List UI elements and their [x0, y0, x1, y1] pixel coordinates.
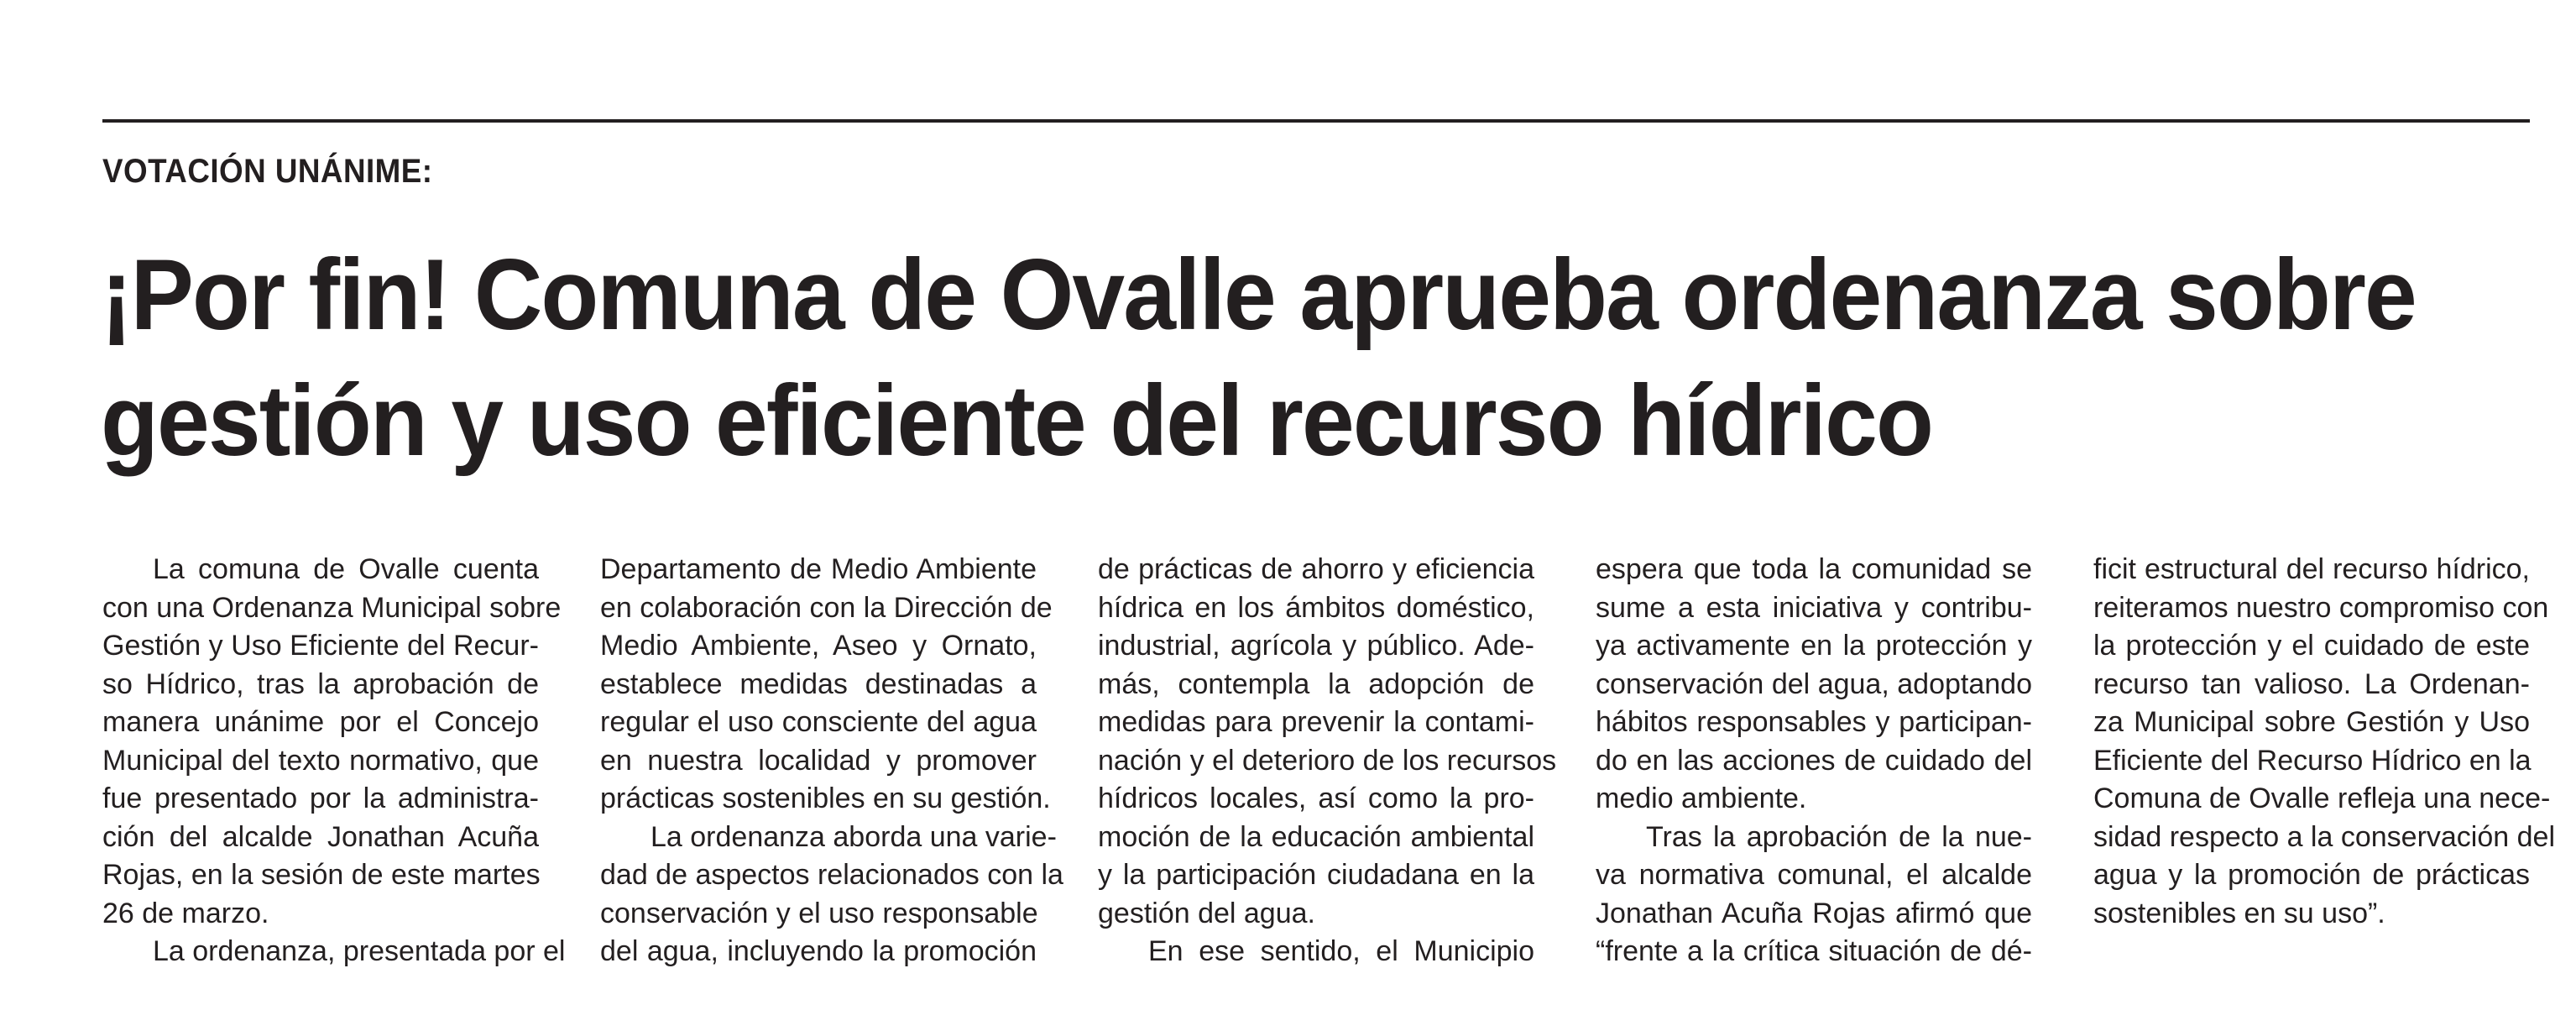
- article-text-line: medio ambiente.: [1596, 782, 1807, 814]
- article-text-line: Tras la aprobación de la nue-: [1646, 820, 2032, 853]
- article-column-2: [600, 551, 1063, 971]
- article-text-line: industrial, agrícola y público. Ade-: [1098, 630, 1534, 662]
- article-text-line: Medio Ambiente, Aseo y Ornato,: [600, 630, 1037, 662]
- article-text-line: sidad respecto a la conservación del: [2093, 820, 2555, 853]
- article-text-line: en colaboración con la Dirección de: [600, 591, 1053, 624]
- article-text-line: za Municipal sobre Gestión y Uso: [2093, 706, 2530, 738]
- article-text-line: sume a esta iniciativa y contribu-: [1596, 591, 2032, 624]
- article-text-line: ficit estructural del recurso hídrico,: [2093, 553, 2530, 585]
- article-text-line: Eficiente del Recurso Hídrico en la: [2093, 744, 2532, 777]
- article-text-line: conservación y el uso responsable: [600, 897, 1038, 929]
- article-column-5: [2093, 551, 2555, 933]
- article-text-line: va normativa comunal, el alcalde: [1596, 859, 2032, 891]
- article-text-line: moción de la educación ambiental: [1098, 820, 1534, 853]
- article-text-line: medidas para prevenir la contami-: [1098, 706, 1534, 738]
- article-text-line: La ordenanza aborda una varie-: [651, 820, 1057, 853]
- article-column-4: [1596, 551, 2032, 971]
- article-text-line: La ordenanza, presentada por el: [153, 935, 566, 967]
- article-text-line: y la participación ciudadana en la: [1098, 859, 1534, 891]
- article-headline: [101, 232, 2535, 484]
- article-text-line: dad de aspectos relacionados con la: [600, 859, 1063, 891]
- article-text-line: manera unánime por el Concejo: [102, 706, 539, 738]
- article-text-line: Comuna de Ovalle refleja una nece-: [2093, 782, 2551, 814]
- article-text-line: con una Ordenanza Municipal sobre: [102, 591, 562, 624]
- article-text-line: nación y el deterioro de los recursos: [1098, 744, 1557, 777]
- article-text-line: hábitos responsables y participan-: [1596, 706, 2032, 738]
- article-text-line: más, contempla la adopción de: [1098, 667, 1534, 700]
- article-text-line: fue presentado por la administra-: [102, 782, 539, 814]
- article-text-line: La comuna de Ovalle cuenta: [153, 553, 539, 585]
- article-text-line: regular el uso consciente del agua: [600, 706, 1037, 738]
- article-column-3: [1098, 551, 1557, 971]
- article-text-line: Rojas, en la sesión de este martes: [102, 859, 541, 891]
- article-text-line: En ese sentido, el Municipio: [1148, 935, 1534, 967]
- article-text-line: del agua, incluyendo la promoción: [600, 935, 1037, 967]
- article-text-line: establece medidas destinadas a: [600, 667, 1037, 700]
- article-text-line: gestión del agua.: [1098, 897, 1315, 929]
- article-text-line: Gestión y Uso Eficiente del Recur-: [102, 630, 539, 662]
- article-text-line: 26 de marzo.: [102, 897, 269, 929]
- article-text-line: agua y la promoción de prácticas: [2093, 859, 2530, 891]
- article-kicker: VOTACIÓN UNÁNIME:: [102, 153, 433, 190]
- article-text-line: recurso tan valioso. La Ordenan-: [2093, 667, 2530, 700]
- article-text-line: reiteramos nuestro compromiso con: [2093, 591, 2549, 624]
- article-column-1: [102, 551, 566, 971]
- article-text-line: so Hídrico, tras la aprobación de: [102, 667, 539, 700]
- headline-line-1: ¡Por fin! Comuna de Ovalle aprueba ordenanza sobre: [101, 238, 2416, 351]
- article-text-line: do en las acciones de cuidado del: [1596, 744, 2032, 777]
- article-text-line: sostenibles en su uso”.: [2093, 897, 2385, 929]
- headline-line-2: gestión y uso eficiente del recurso hídrico: [101, 364, 1932, 477]
- article-text-line: Municipal del texto normativo, que: [102, 744, 539, 777]
- article-text-line: “frente a la crítica situación de dé-: [1596, 935, 2032, 967]
- article-text-line: hídricos locales, así como la pro-: [1098, 782, 1534, 814]
- article-text-line: ya activamente en la protección y: [1596, 630, 2032, 662]
- article-text-line: Jonathan Acuña Rojas afirmó que: [1596, 897, 2032, 929]
- article-text-line: hídrica en los ámbitos doméstico,: [1098, 591, 1534, 624]
- article-text-line: conservación del agua, adoptando: [1596, 667, 2032, 700]
- article-text-line: en nuestra localidad y promover: [600, 744, 1037, 777]
- article-text-line: prácticas sostenibles en su gestión.: [600, 782, 1051, 814]
- article-text-line: espera que toda la comunidad se: [1596, 553, 2032, 585]
- article-text-line: la protección y el cuidado de este: [2093, 630, 2530, 662]
- article-text-line: Departamento de Medio Ambiente: [600, 553, 1037, 585]
- top-rule-divider: [102, 119, 2530, 123]
- article-text-line: de prácticas de ahorro y eficiencia: [1098, 553, 1534, 585]
- article-text-line: ción del alcalde Jonathan Acuña: [102, 820, 539, 853]
